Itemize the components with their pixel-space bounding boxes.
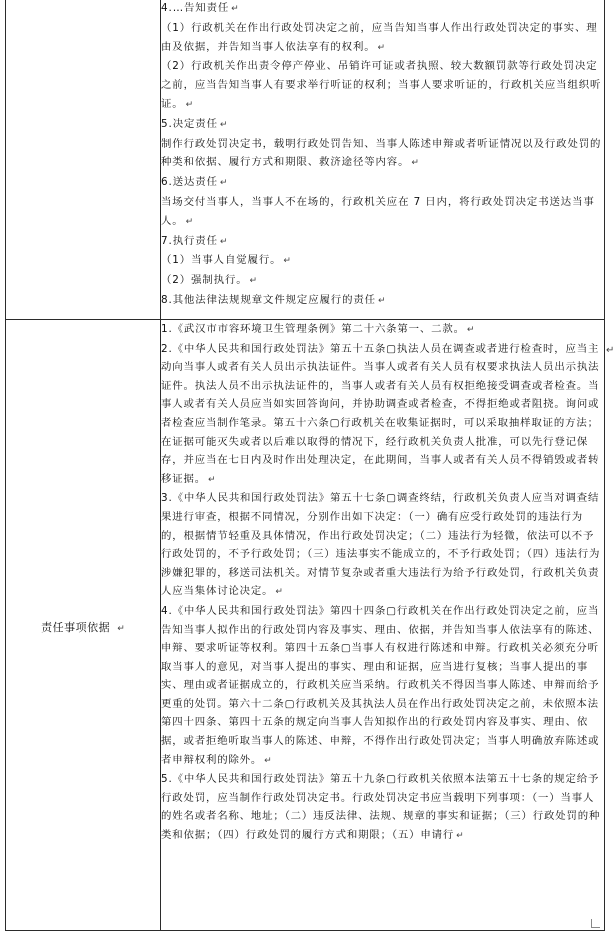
basis-label-cell bbox=[6, 320, 161, 931]
duty-heading-decision: 5.决定责任 ↵ bbox=[161, 117, 229, 130]
paragraph-mark-icon: ↵ bbox=[249, 276, 258, 287]
paragraph-mark-icon: ↵ bbox=[219, 178, 229, 189]
paragraph-mark-icon: ↵ bbox=[231, 4, 240, 14]
duty-notice-item-2: （2）行政机关作出责令停产停业、吊销许可证或者执照、较大数额罚款等行政处罚决定之前，应当告知当事人有要求举行听证的权利；当事人要求听证的，行政机关应当组织听证。 ↵ bbox=[161, 60, 602, 110]
paragraph-mark-icon: ↵ bbox=[377, 295, 387, 306]
paragraph-mark-icon: ↵ bbox=[456, 831, 465, 842]
duty-decision-text: 制作行政处罚决定书，载明行政处罚告知、当事人陈述申辩或者听证情况以及行政处罚的种类和依据、履行方式和期限、救济途径等内容。 ↵ bbox=[161, 137, 602, 169]
duty-content-cell bbox=[161, 0, 605, 320]
paragraph-mark-icon: ↵ bbox=[219, 119, 229, 130]
basis-item-5: 5.《中华人民共和国行政处罚法》第五十九条▢行政机关依照本法第五十七条的规定给予行政处罚，应当制作行政处罚决定书。行政处罚决定书应当载明下列事项：（一）当事人的姓名或者名称、地址；（二）违反法律、法规、规章的事实和证据；（三）行政处罚的种类和依据；（四）行政处罚的履行方式和期限；（五）申请行 ↵ bbox=[161, 773, 601, 842]
duty-heading-execution: 7.执行责任 ↵ bbox=[161, 234, 229, 247]
basis-item-1: 1.《武汉市市容环境卫生管理条例》第二十六条第一、二款。 ↵ bbox=[161, 323, 476, 335]
paragraph-mark-icon: ↵ bbox=[219, 236, 229, 247]
basis-item-4: 4.《中华人民共和国行政处罚法》第四十四条▢行政机关在作出行政处罚决定之前，应当告知当事人拟作出的行政处罚内容及事实、理由、依据，并告知当事人依法享有的陈述、申辩、要求听证等权利。第四十五条▢当事人有权进行陈述和申辩。行政机关必须充分听取当事人的意见，对当事人提出的事实、理由和证据，应当进行复核；当事人提出的事实、理由或者证据成立的，行政机关应当采纳。行政机关不得因当事人陈述、申辩而给予更重的处罚。第六十二条▢行政机关及其执法人员在作出行政处罚决定之前，未依照本法第四十四条、第四十五条的规定向当事人告知拟作出的行政处罚内容及事实、理由、依据，或者拒绝听取当事人的陈述、申辩，不得作出行政处罚决定；当事人明确放弃陈述或者申辩权利的除外。 ↵ bbox=[161, 604, 600, 766]
duty-row-label-cell bbox=[6, 0, 161, 320]
paragraph-mark-icon: ↵ bbox=[264, 755, 273, 766]
paragraph-mark-icon: ↵ bbox=[275, 587, 284, 598]
paragraph-mark-icon: ↵ bbox=[466, 325, 476, 335]
duty-notice-item-1: （1）行政机关在作出行政处罚决定之前，应当告知当事人作出行政处罚决定的事实、理由及依据，并告知当事人依法享有的权利。 ↵ bbox=[161, 21, 598, 53]
paragraph-mark-icon: ↵ bbox=[207, 474, 217, 485]
row-end-mark-icon: ↵ bbox=[606, 345, 615, 356]
duty-heading-notice: 4.…告知责任 ↵ bbox=[161, 2, 240, 14]
paragraph-mark-icon: ↵ bbox=[185, 216, 195, 227]
duty-delivery-text: 当场交付当事人，当事人不在场的，行政机关应在 7 日内，将行政处罚决定书送达当事人。 ↵ bbox=[161, 195, 595, 227]
basis-item-2: 2.《中华人民共和国行政处罚法》第五十五条▢执法人员在调查或者进行检查时，应当主动向当事人或者有关人员出示执法证件。当事人或者有关人员有权要求执法人员出示执法证件。执法人员不出示执法证件的，当事人或者有关人员有权拒绝接受调查或者检查。当事人或者有关人员应当如实回答询问，并协助调查或者检查，不得拒绝或者阻挠。询问或者检查应当制作笔录。第五十六条▢行政机关在收集证据时，可以采取抽样取证的方法；在证据可能灭失或者以后难以取得的情况下，经行政机关负责人批准，可以先行登记保存，并应当在七日内及时作出处理决定，在此期间，当事人或者有关人员不得销毁或者转移证据。 ↵ bbox=[161, 342, 600, 485]
paragraph-mark-icon: ↵ bbox=[411, 158, 420, 169]
text-boundary-mark-icon bbox=[591, 919, 600, 928]
responsibility-table bbox=[5, 0, 605, 931]
duty-heading-other: 8.其他法律法规规章文件规定应履行的责任 ↵ bbox=[161, 293, 387, 306]
basis-label: 责任事项依据 bbox=[41, 620, 111, 634]
paragraph-mark-icon: ↵ bbox=[377, 42, 386, 53]
basis-content-cell bbox=[161, 320, 605, 931]
basis-item-3: 3.《中华人民共和国行政处罚法》第五十七条▢调查终结，行政机关负责人应当对调查结果进行审查，根据不同情况，分别作出如下决定：（一）确有应受行政处罚的违法行为的，根据情节轻重及具体情况，作出行政处罚决定；（二）违法行为轻微，依法可以不予行政处罚的，不予行政处罚；（三）违法事实不能成立的，不予行政处罚；（四）违法行为涉嫌犯罪的，移送司法机关。对情节复杂或者重大违法行为给予行政处罚，行政机关负责人应当集体讨论决定。 ↵ bbox=[161, 492, 601, 598]
duty-execution-item-2: （2）强制执行。 ↵ bbox=[161, 274, 258, 287]
duty-heading-delivery: 6.送达责任 ↵ bbox=[161, 176, 229, 189]
paragraph-mark-icon: ↵ bbox=[117, 623, 125, 634]
duty-row bbox=[6, 0, 605, 320]
paragraph-mark-icon: ↵ bbox=[185, 99, 195, 110]
duty-execution-item-1: （1）当事人自觉履行。 ↵ bbox=[161, 254, 292, 267]
paragraph-mark-icon: ↵ bbox=[283, 256, 292, 267]
basis-row bbox=[6, 320, 605, 931]
